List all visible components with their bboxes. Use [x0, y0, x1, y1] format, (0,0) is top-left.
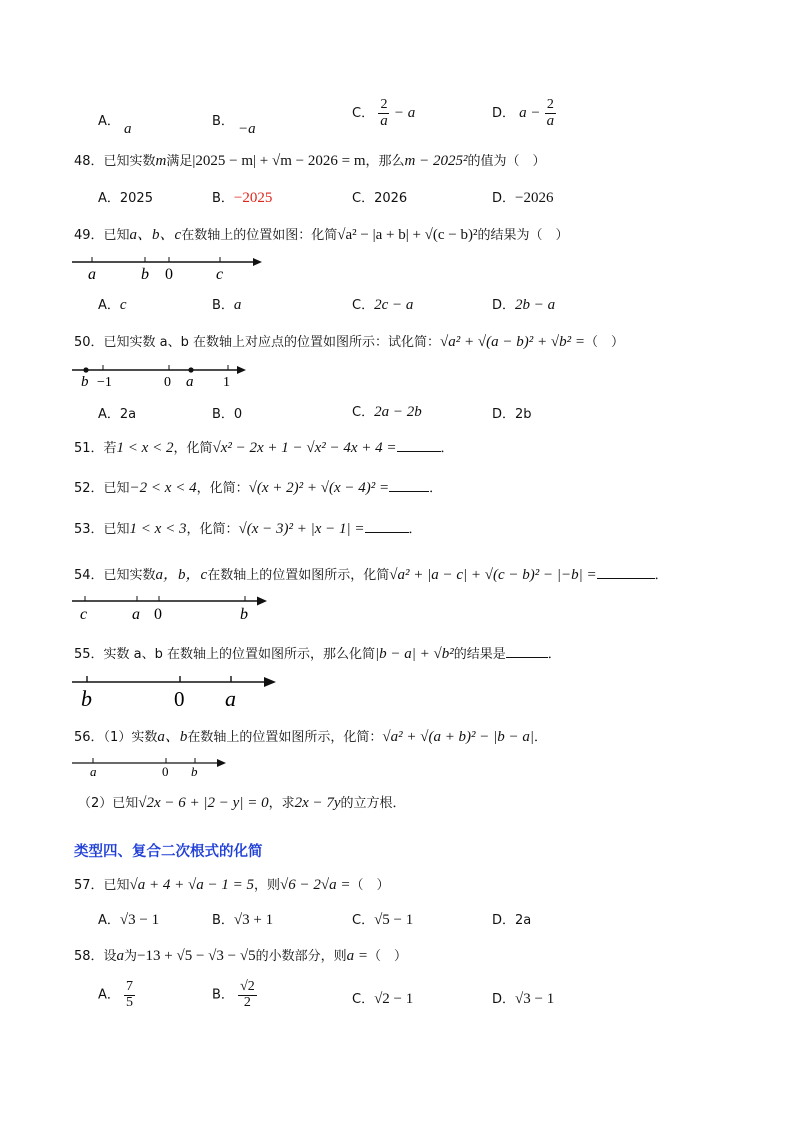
q49-option-c: [352, 294, 413, 314]
option-value: 2a − 2b: [374, 404, 422, 420]
q47-option-d: [492, 98, 556, 129]
stem-text: （ ）: [584, 335, 624, 350]
stem-text: 的立方根．: [340, 796, 406, 811]
fraction-denominator: 5: [126, 994, 134, 1010]
tick-label-a: a: [186, 374, 194, 390]
option-label: A．: [98, 114, 120, 129]
q50-option-b: B．0: [212, 407, 243, 422]
q57-option-c: [352, 909, 413, 929]
stem-text: 的结果是: [453, 647, 506, 662]
q58-stem: [74, 945, 407, 965]
q49-option-d: [492, 294, 555, 314]
expression: √a² − |a + b| + √(c − b)²: [337, 227, 478, 243]
tick-label-zero: 0: [154, 606, 162, 623]
expression: √a² + |a − c| + √(c − b)² − |−b| =: [389, 567, 597, 583]
q57-option-d: D．2a: [492, 913, 532, 928]
tick-label-a: a: [225, 686, 236, 710]
q48-option-a: A．2025: [98, 191, 153, 206]
q51-stem: [74, 437, 454, 457]
option-label: D．: [492, 191, 516, 206]
question-number: 52．已知: [74, 481, 130, 496]
expression: √x² − 2x + 1 − √x² − 4x + 4 =: [212, 440, 397, 456]
option-head: a −: [519, 105, 541, 122]
stem-text: ．: [429, 481, 443, 496]
expression: √(x + 2)² + √(x − 4)² =: [248, 480, 390, 496]
q54-number-line: [70, 593, 280, 623]
q47-option-c: [352, 98, 415, 129]
expression: √a² + √(a + b)² − |b − a|: [382, 729, 535, 745]
option-label: D．: [492, 298, 516, 313]
q57-option-a: [98, 909, 159, 929]
expression: a =: [346, 948, 368, 964]
stem-text: 满足: [166, 154, 193, 169]
option-label: A．: [98, 298, 120, 313]
q48-option-c: C．2026: [352, 191, 408, 206]
option-label: A．: [98, 987, 120, 1003]
vars: a、b: [157, 729, 188, 745]
stem-text: 50．已知实数 a、b 在数轴上对应点的位置如图所示：试化简：: [74, 335, 441, 350]
stem-text: 为: [124, 949, 138, 964]
expression: √2x − 6 + |2 − y| = 0: [138, 795, 269, 811]
stem-text: 的值为（ ）: [467, 154, 546, 169]
tick-label-b: b: [81, 686, 92, 710]
option-value: 2b − a: [515, 297, 556, 313]
option-value: −a: [238, 121, 256, 137]
tick-label-a: a: [90, 764, 97, 779]
option-label: D．: [492, 106, 516, 122]
option-label: B．: [212, 913, 234, 928]
question-number: 57．已知: [74, 878, 130, 893]
stem-text: ，求: [268, 796, 295, 811]
option-value: √5 − 1: [374, 912, 414, 928]
q50-stem: [74, 331, 624, 351]
option-value: −2026: [515, 190, 554, 206]
option-label: C．: [352, 992, 375, 1007]
question-number: 48．已知实数: [74, 154, 156, 169]
q58-option-c: [352, 988, 413, 1008]
q56-stem: [74, 725, 547, 746]
question-number: 51．若: [74, 441, 117, 456]
q48-option-d: [492, 187, 553, 207]
fraction-numerator: 2: [380, 97, 388, 112]
option-label: C．: [352, 405, 375, 420]
tick-label-c: c: [216, 266, 224, 283]
stem-text: ．: [534, 730, 548, 745]
expression: |b − a| + √b²: [375, 646, 454, 662]
expression: √a² + √(a − b)² + √b² =: [440, 334, 585, 350]
fraction-numerator: 2: [546, 97, 554, 112]
q49-option-b: [212, 294, 241, 314]
option-label: A．: [98, 913, 120, 928]
stem-text: 55．实数 a、b 在数轴上的位置如图所示，那么化简: [74, 647, 376, 662]
q57-stem: [74, 874, 390, 894]
stem-text: ，则: [254, 878, 281, 893]
expression: √(x − 3)² + |x − 1| =: [238, 521, 365, 537]
option-label: B．: [212, 114, 234, 129]
q50-option-d: D．2b: [492, 407, 532, 422]
q56-part2: [78, 792, 406, 812]
stem-text: （ ）: [350, 878, 390, 893]
stem-text: 在数轴上的位置如图：化简: [181, 228, 338, 243]
option-value: √2 − 1: [374, 991, 414, 1007]
expression: 2x − 7y: [294, 795, 341, 811]
tick-label-b: b: [191, 764, 198, 779]
question-number: 53．已知: [74, 522, 130, 537]
tick-label-zero: 0: [164, 375, 171, 390]
fraction-denominator: 2: [243, 994, 251, 1010]
expression: √6 − 2√a =: [280, 877, 351, 893]
q50-option-c: [352, 401, 422, 421]
tick-label-zero: 0: [174, 687, 185, 710]
answer-blank[interactable]: [597, 578, 655, 579]
var-m: m: [155, 153, 167, 169]
tick-label-a: a: [88, 266, 96, 283]
q49-option-a: [98, 294, 127, 314]
option-label: C．: [352, 298, 375, 313]
answer-blank[interactable]: [397, 451, 441, 452]
stem-text: ，化简: [173, 441, 213, 456]
q58-option-a: [98, 980, 135, 1010]
stem-text: 的小数部分，则: [255, 949, 347, 964]
vars: a，b，c: [155, 567, 208, 583]
tick-label-neg1: −1: [97, 375, 112, 390]
stem-text: ．: [654, 568, 668, 583]
q53-stem: [74, 518, 422, 538]
tick-label-b: b: [81, 374, 89, 390]
expression: −13 + √5 − √3 − √5: [137, 948, 256, 964]
stem-text: ．: [547, 647, 561, 662]
q48-option-b: [212, 187, 272, 207]
option-label: B．: [212, 298, 234, 313]
q56-number-line: [70, 755, 240, 779]
question-number: 49．已知: [74, 228, 130, 243]
q48-stem: [74, 150, 545, 170]
stem-text: ．: [408, 522, 422, 537]
q50-number-line: [70, 362, 260, 392]
q49-stem: [74, 223, 569, 244]
tick-label-one: 1: [223, 375, 230, 390]
q57-option-b: [212, 909, 273, 929]
q52-stem: [74, 477, 442, 497]
q47-option-b: [212, 110, 256, 137]
q50-option-a: A．2a: [98, 407, 137, 422]
condition: −2 < x < 4: [129, 480, 197, 496]
tick-label-zero: 0: [165, 266, 173, 283]
option-label: D．: [492, 992, 516, 1007]
q47-option-a: [98, 110, 132, 137]
fraction-numerator: √2: [240, 979, 255, 994]
q49-number-line: [70, 252, 270, 284]
q55-stem: [74, 643, 561, 663]
option-label: C．: [352, 913, 375, 928]
q55-number-line: [70, 674, 285, 710]
stem-text: ．: [440, 441, 454, 456]
option-value: 2c − a: [374, 297, 414, 313]
expression: √a + 4 + √a − 1 = 5: [129, 877, 254, 893]
question-number: 58．设: [74, 949, 117, 964]
option-label: B．: [212, 987, 234, 1003]
option-value: a: [124, 121, 132, 137]
stem-text: （ ）: [368, 949, 408, 964]
section-title: 类型四、复合二次根式的化简: [74, 844, 263, 860]
stem-text: 的结果为（ ）: [477, 228, 569, 243]
option-label: B．: [212, 191, 234, 206]
expression: m − 2025²: [404, 153, 468, 169]
q58-option-d: [492, 988, 554, 1008]
fraction-numerator: 7: [126, 979, 134, 994]
option-label: C．: [352, 106, 375, 122]
tick-label-b: b: [240, 606, 248, 623]
vars: a、b、c: [129, 227, 182, 243]
stem-text: ，化简：: [186, 522, 239, 537]
option-value: √3 − 1: [515, 991, 555, 1007]
var-a: a: [116, 948, 125, 964]
answer-blank[interactable]: [389, 491, 429, 492]
option-value: √3 + 1: [233, 912, 274, 928]
q58-option-b: [212, 980, 257, 1010]
option-value: c: [119, 297, 127, 313]
fraction-denominator: a: [380, 112, 388, 129]
tick-label-a: a: [132, 606, 140, 623]
answer-blank[interactable]: [365, 532, 409, 533]
answer-blank[interactable]: [506, 657, 548, 658]
expression: |2025 − m| + √m − 2026 = m: [192, 153, 366, 169]
tick-label-c: c: [80, 606, 88, 623]
fraction-denominator: a: [546, 112, 555, 129]
tick-label-b: b: [141, 266, 149, 283]
option-value: √3 − 1: [119, 912, 160, 928]
q54-stem: [74, 563, 668, 584]
stem-text: 在数轴上的位置如图所示，化简: [207, 568, 390, 583]
stem-text: 在数轴上的位置如图所示，化简：: [187, 730, 383, 745]
question-number: 54．已知实数: [74, 568, 156, 583]
stem-text: ，那么: [365, 154, 405, 169]
condition: 1 < x < 2: [116, 440, 174, 456]
stem-text: ，化简：: [196, 481, 249, 496]
option-value: a: [233, 297, 242, 313]
condition: 1 < x < 3: [129, 521, 187, 537]
question-number: 56．（1）实数: [74, 730, 158, 745]
option-tail: − a: [393, 105, 416, 122]
option-value: −2025: [233, 190, 273, 206]
stem-text: （2）已知: [78, 796, 139, 811]
tick-label-zero: 0: [162, 764, 169, 779]
